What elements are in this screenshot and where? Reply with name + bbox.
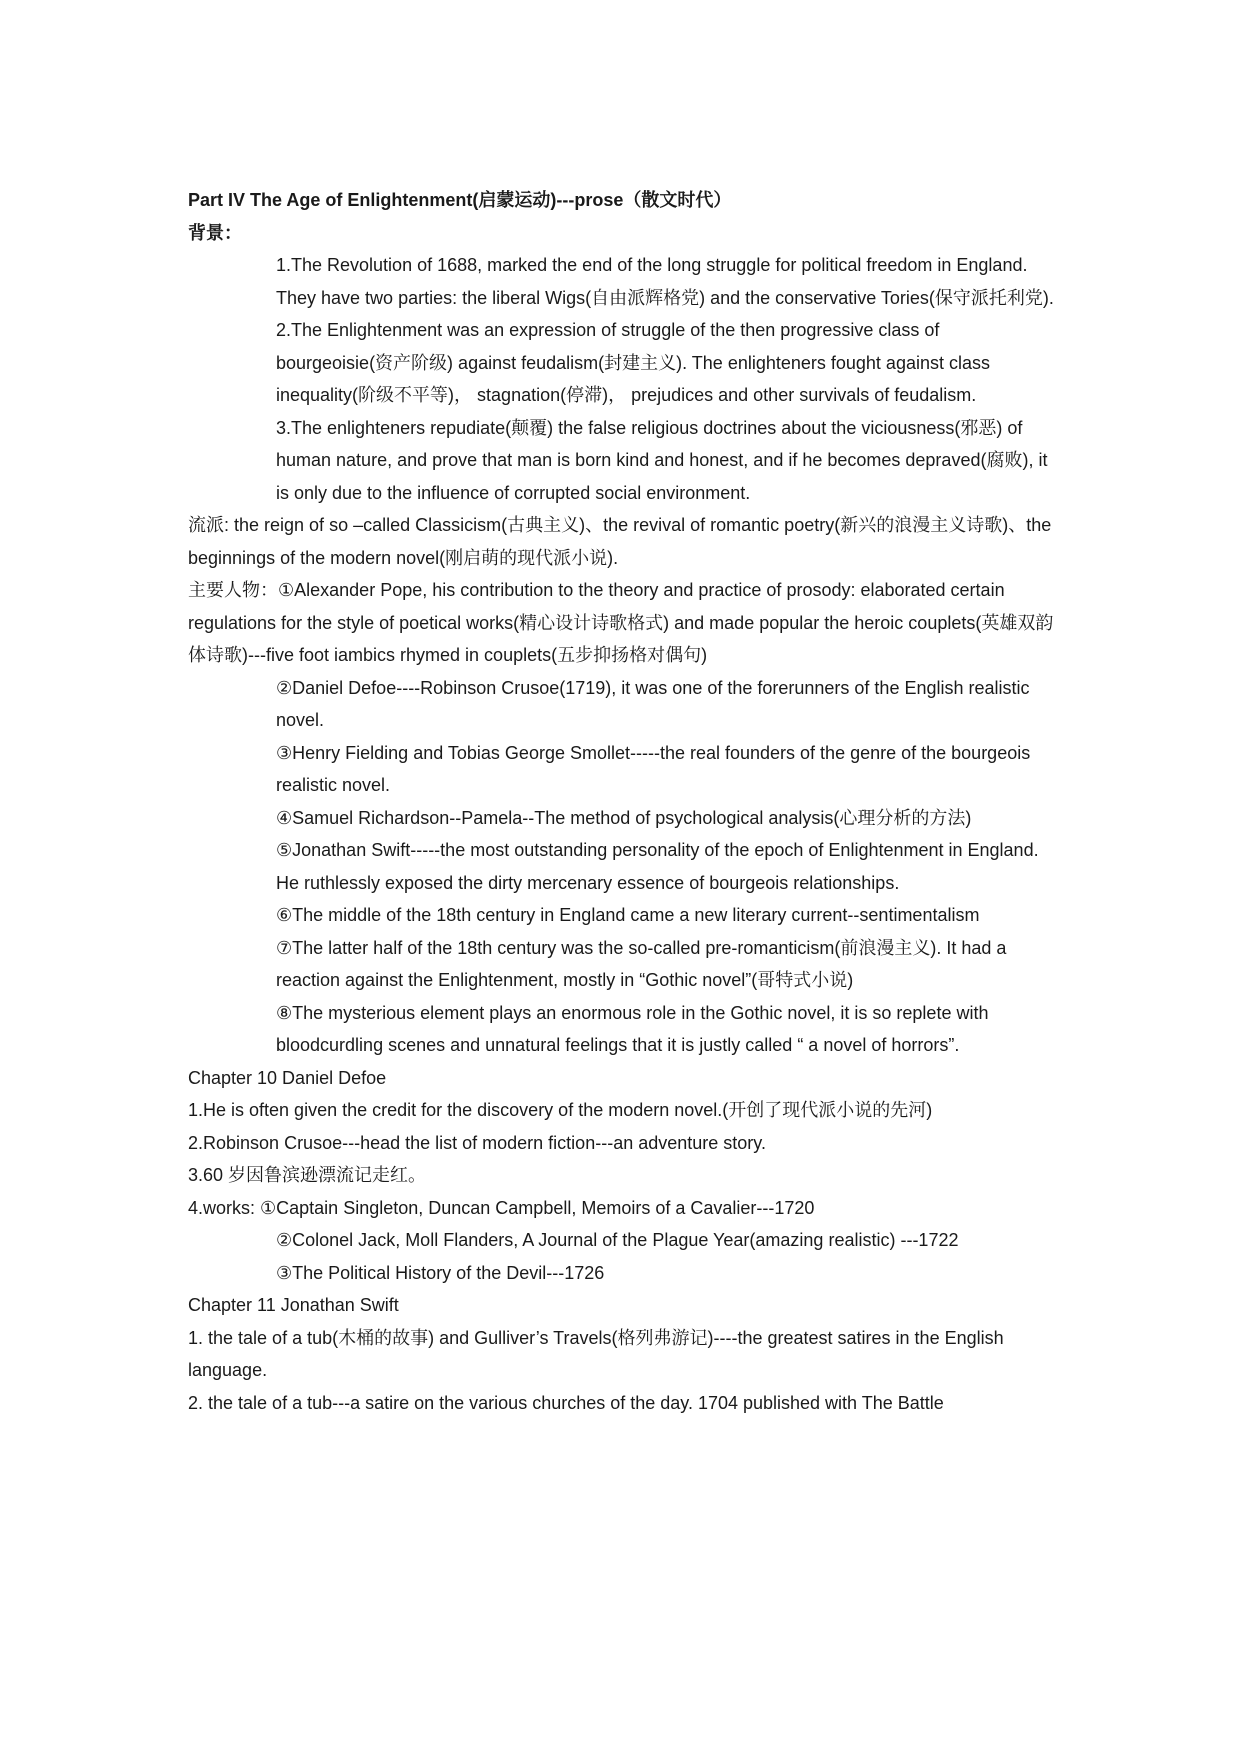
chapter-10-paragraph: 3.60 岁因鲁滨逊漂流记走红。 <box>188 1165 427 1185</box>
figure-fielding: ③Henry Fielding and Tobias George Smollet-----the real founders of the genre of the bourgeois realistic novel. <box>276 742 1036 795</box>
figure-richardson: ④Samuel Richardson--Pamela--The method of psychological analysis(心理分析的方法) <box>276 807 972 828</box>
figure-pope: 主要人物：①Alexander Pope, his contribution to the theory and practice of prosody: elaborated certain regulations for the style of poetical works(精心设计诗歌格式) and made popular the heroic couplets(英雄双韵体诗歌)---five foot iambics rhymed in couplets(五步抑扬格对偶句) <box>188 580 1054 665</box>
chapter-11-paragraph: 1. the tale of a tub(木桶的故事) and Gulliver’s Travels(格列弗游记)----the greatest satires in the English language. <box>188 1327 1009 1380</box>
document-page <box>188 184 1056 1419</box>
background-item-1: 1.The Revolution of 1688, marked the end of the long struggle for political freedom in England. They have two parties: the liberal Wigs(自由派辉格党) and the conservative Tories(保守派托利党). <box>276 255 1054 308</box>
chapter-11-heading: Chapter 11 Jonathan Swift <box>188 1295 399 1315</box>
background-item-2: 2.The Enlightenment was an expression of struggle of the then progressive class of bourgeoisie(资产阶级) against feudalism(封建主义). The enlighteners fought against class inequality(阶级不平等)， stagnation(停滞)， prejudices and other survivals of feudalism. <box>276 320 996 405</box>
chapter-10-paragraph: 1.He is often given the credit for the discovery of the modern novel.(开创了现代派小说的先河) <box>188 1100 933 1120</box>
chapter-10-paragraph: 2.Robinson Crusoe---head the list of modern fiction---an adventure story. <box>188 1132 766 1153</box>
chapter-10-heading: Chapter 10 Daniel Defoe <box>188 1067 387 1088</box>
figure-gothic: ⑧The mysterious element plays an enormous role in the Gothic novel, it is so replete with bloodcurdling scenes and unnatural feelings that it is justly called “ a novel of horrors”. <box>276 1002 994 1055</box>
chapter-10-paragraph: 4.works: ①Captain Singleton, Duncan Campbell, Memoirs of a Cavalier---1720 <box>188 1197 815 1218</box>
part-title: Part IV The Age of Enlightenment(启蒙运动)---prose（散文时代） <box>188 190 732 210</box>
background-label: 背景： <box>188 222 242 243</box>
figure-sentimentalism: ⑥The middle of the 18th century in England came a new literary current--sentimentalism <box>276 905 980 925</box>
figure-swift: ⑤Jonathan Swift-----the most outstanding personality of the epoch of Enlightenment in England. He ruthlessly exposed the dirty mercenary essence of bourgeois relationships. <box>276 840 1044 893</box>
background-item-3: 3.The enlighteners repudiate(颠覆) the false religious doctrines about the viciousness(邪恶) of human nature, and prove that man is born kind and honest, and if he becomes depraved(腐败), it is only due to the influence of corrupted social environment. <box>276 417 1053 503</box>
schools: 流派: the reign of so –called Classicism(古典主义)、the revival of romantic poetry(新兴的浪漫主义诗歌)、the beginnings of the modern novel(刚启萌的现代派小说). <box>188 515 1057 568</box>
chapter-10-paragraph: ②Colonel Jack, Moll Flanders, A Journal of the Plague Year(amazing realistic) ---1722 <box>276 1230 959 1250</box>
chapter-10-paragraph: ③The Political History of the Devil---1726 <box>276 1262 605 1283</box>
chapter-11-paragraph: 2. the tale of a tub---a satire on the various churches of the day. 1704 published with The Battle <box>188 1392 944 1413</box>
figure-defoe: ②Daniel Defoe----Robinson Crusoe(1719), it was one of the forerunners of the English realistic novel. <box>276 677 1035 730</box>
figure-pre-romanticism: ⑦The latter half of the 18th century was the so-called pre-romanticism(前浪漫主义). It had a reaction against the Enlightenment, mostly in “Gothic novel”(哥特式小说) <box>276 937 1012 990</box>
